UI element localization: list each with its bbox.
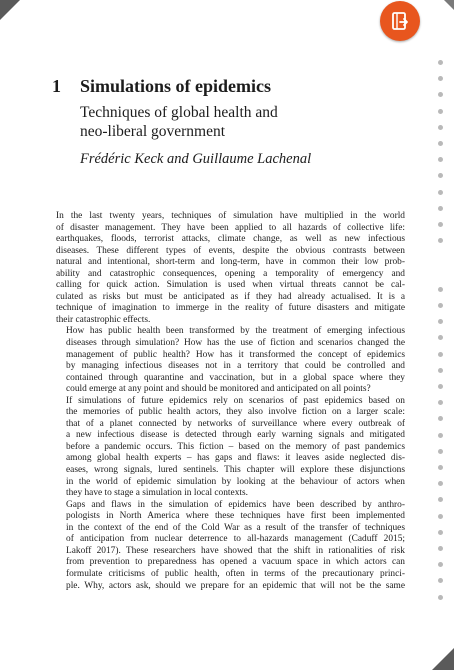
text-line: that of a planet connected by networks of surveillance where every outbreak of [66, 418, 405, 429]
text-line: their catastrophic effects. [56, 314, 151, 325]
text-line: of anticipation from nuclear deterrence to all-hazards management (Caduff 2015; [66, 534, 405, 545]
edge-mark [438, 449, 443, 454]
text-line: earthquakes, floods, terrorist attacks, climate change, as well as new infectious [56, 234, 405, 245]
edge-mark [438, 125, 443, 130]
edge-mark [438, 433, 443, 438]
text-line: could emerge at any point and should be monitored and anticipated on all points? [66, 384, 371, 395]
chapter-body-text [56, 211, 405, 592]
chapter-number: 1 [52, 76, 61, 96]
edge-mark [438, 562, 443, 567]
chapter-authors: Frédéric Keck and Guillaume Lachenal [80, 151, 312, 167]
text-line: of disaster management. They have been applied to all hazards of collective life: [56, 222, 405, 233]
text-line: they have to stage a simulation in local contexts. [66, 488, 248, 499]
text-line: a new infectious disease is detected through early warning signals and mitigated [66, 430, 405, 441]
paragraph [56, 396, 405, 500]
text-line: technique of imagination to immerge in the reality of future disasters and mitigate [56, 303, 405, 314]
text-line: In the last twenty years, techniques of simulation have multiplied in the world [56, 211, 405, 221]
text-line: from prevention to preparedness has opened a vacuum space in which actors can [66, 557, 405, 568]
text-line: contained through quarantine and vaccination, but in a global space where they [66, 372, 405, 383]
edge-mark [438, 60, 443, 65]
edge-mark [438, 190, 443, 195]
page-corner-fold-top-left[interactable] [0, 0, 20, 20]
text-line: How has public health been transformed by the treatment of emerging infectious [66, 326, 405, 337]
edge-mark [438, 400, 443, 405]
edge-mark [438, 481, 443, 486]
chapter-title: Simulations of epidemics [80, 76, 272, 96]
text-line: culated as risks but must be anticipated as if they had already actualised. It is a [56, 291, 405, 302]
paragraph [56, 211, 405, 326]
text-line: management of public health? How has it transformed the concept of epidemics [66, 349, 405, 360]
edge-mark [438, 546, 443, 551]
edge-mark [438, 595, 443, 600]
edge-mark [438, 530, 443, 535]
text-line: the memories of public health actors, they also involve fiction on a larger scale: [66, 407, 405, 418]
reader-mode-button[interactable] [380, 1, 420, 41]
edge-mark [438, 319, 443, 324]
edge-mark [438, 384, 443, 389]
edge-mark [438, 287, 443, 292]
text-line: Gaps and flaws in the simulation of epidemics have been described by anthro- [66, 499, 405, 510]
text-line: ple. Why, actors ask, should we prepare for an epidemic that will not be the same [66, 580, 405, 591]
text-line: natural and intentional, short-term and long-term, have in common their low prob- [56, 257, 405, 268]
page-corner-fold-bottom-right[interactable] [432, 648, 454, 670]
book-reader-icon [389, 10, 411, 32]
text-line: ability and catastrophic consequences, opening a temporality of emergency and [56, 268, 405, 279]
edge-mark [438, 303, 443, 308]
edge-mark [438, 173, 443, 178]
edge-mark [438, 465, 443, 470]
edge-mark [438, 497, 443, 502]
text-line: diseases through simulation? How has the use of fiction and scenarios changed the [66, 338, 405, 349]
text-line: by managing infectious diseases not in a territory that could be controlled and [66, 361, 405, 372]
edge-mark [438, 141, 443, 146]
text-line: formulate criticisms of public health, often in terms of the precautionary princi- [66, 568, 405, 579]
edge-mark [438, 157, 443, 162]
paragraph [56, 326, 405, 395]
paragraph [56, 500, 405, 592]
edge-mark [438, 578, 443, 583]
text-line: Lakoff 2017). These researchers have showed that the shift in rationalities of risk [66, 545, 405, 556]
text-line: before a pandemic occurs. This fiction – based on the memory of past pandemics [66, 441, 405, 452]
subtitle-line: Techniques of global health and [80, 104, 278, 121]
edge-mark [438, 76, 443, 81]
text-line: calling for quick action. Simulation is used when virtual threats cannot be cal- [56, 280, 405, 291]
edge-mark [438, 222, 443, 227]
text-line: eases, wrong signals, lured sentinels. This chapter will explore these disjunctions [66, 465, 405, 476]
edge-mark [438, 206, 443, 211]
chapter-subtitle [80, 103, 380, 141]
edge-mark [438, 109, 443, 114]
text-line: If simulations of future epidemics rely on scenarios of past epidemics based on [66, 395, 405, 406]
edge-mark [438, 416, 443, 421]
edge-mark [438, 514, 443, 519]
edge-mark [438, 335, 443, 340]
page-edge-marks [434, 60, 448, 620]
edge-mark [438, 238, 443, 243]
edge-mark [438, 368, 443, 373]
edge-mark [438, 352, 443, 357]
text-line: in the context of the end of the Cold War as a result of the transfer of techniques [66, 522, 405, 533]
page-corner-fold-top-right[interactable] [444, 0, 454, 10]
subtitle-line: neo-liberal government [80, 123, 226, 140]
text-line: among global health experts – has gaps and flaws: it leaves aside neglected dis- [66, 453, 405, 464]
text-line: diseases. These different types of events, despite the obvious contrasts between [56, 245, 405, 256]
text-line: in the world of epidemic simulation by looking at the behaviour of actors when [66, 476, 405, 487]
text-line: pologists in North America where these techniques have first been implemented [66, 511, 405, 522]
edge-mark [438, 92, 443, 97]
